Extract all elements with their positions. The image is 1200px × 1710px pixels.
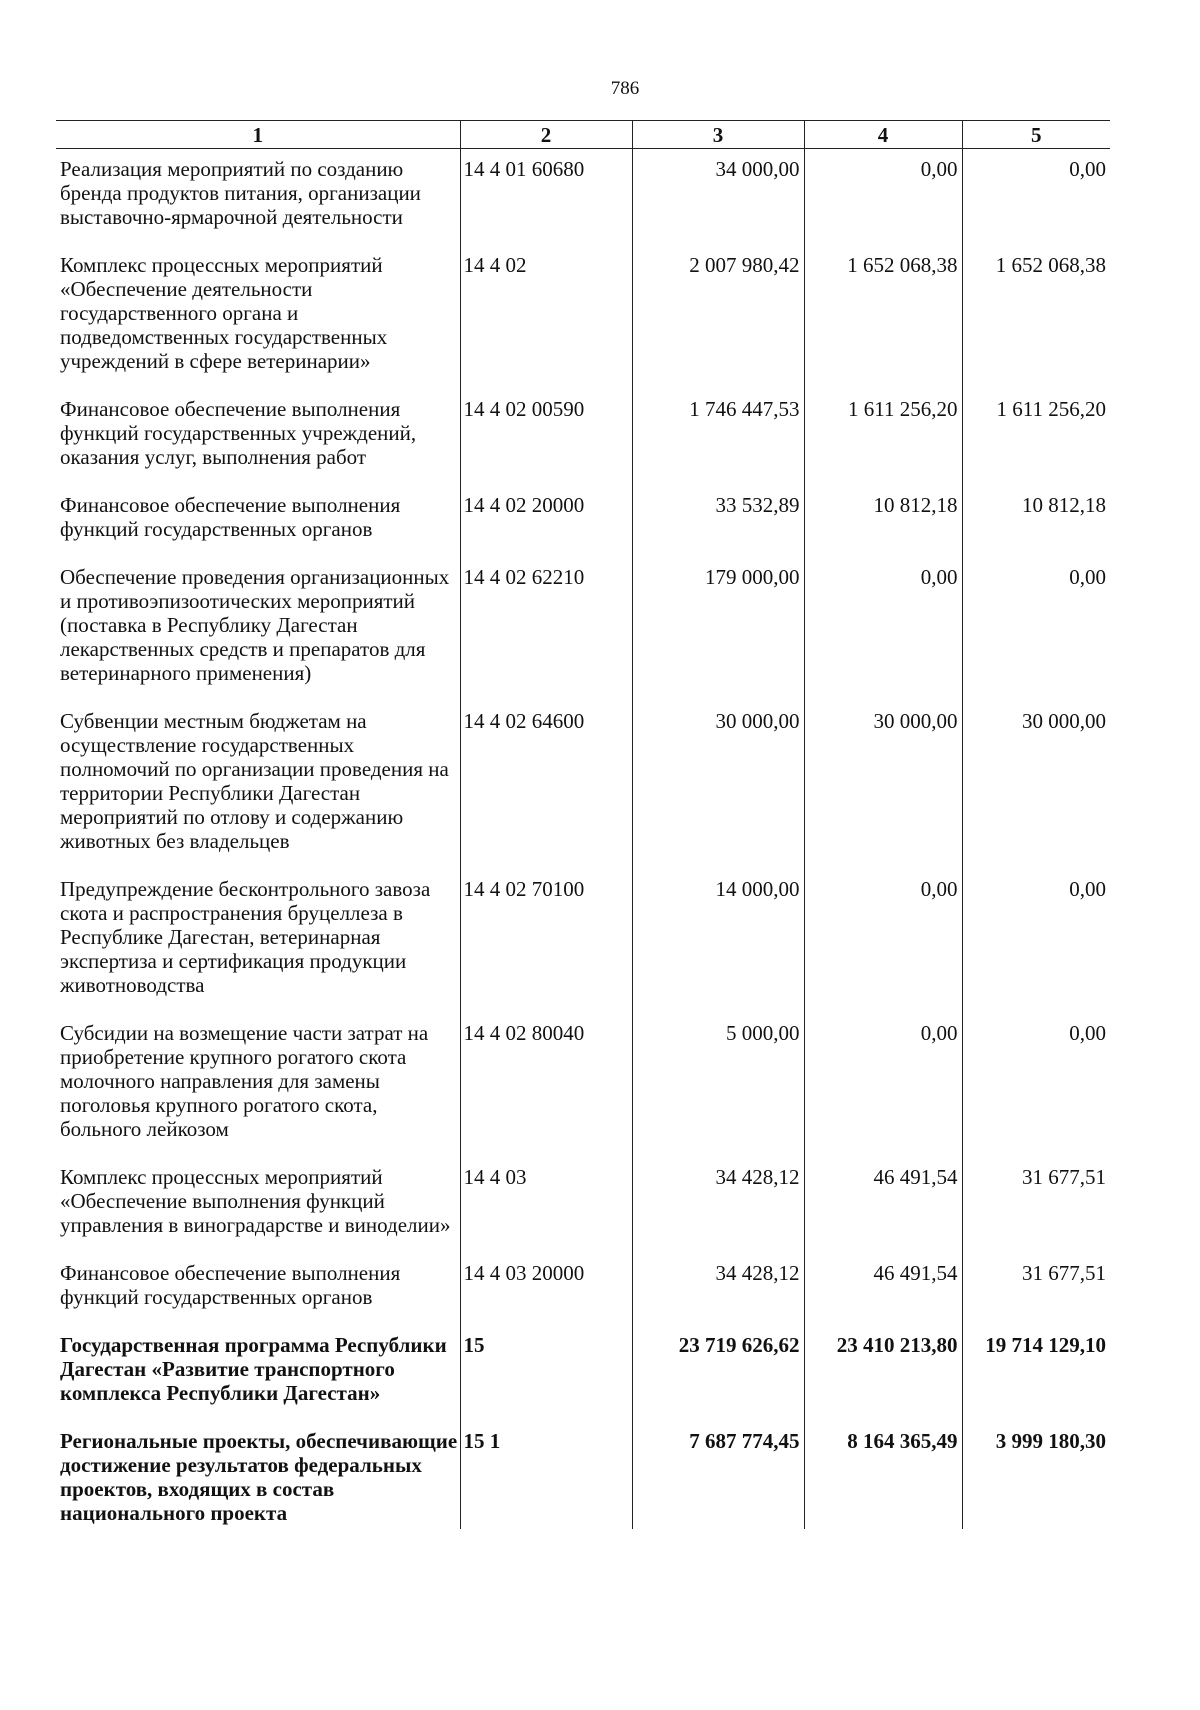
- row-code: 14 4 02 00590: [460, 389, 632, 485]
- row-value-col3: 34 428,12: [632, 1253, 804, 1325]
- row-code: 14 4 02 80040: [460, 1013, 632, 1157]
- row-value-col4: 1 611 256,20: [804, 389, 962, 485]
- row-value-col5: 1 652 068,38: [995, 253, 1106, 277]
- table-row: [56, 869, 1110, 1013]
- row-value-col3: 14 000,00: [632, 869, 804, 1013]
- row-code: 15 1: [460, 1421, 632, 1529]
- row-code: 15: [460, 1325, 632, 1421]
- table-row: [56, 1013, 1110, 1157]
- table-body: [56, 149, 1110, 1530]
- row-value-col5: 0,00: [1069, 1021, 1106, 1045]
- row-value-col4: 0,00: [804, 557, 962, 701]
- row-value-col4: 0,00: [804, 1013, 962, 1157]
- header-col-3: 3: [632, 121, 804, 149]
- row-value-col4: 8 164 365,49: [804, 1421, 962, 1529]
- row-name: Комплекс процессных мероприятий «Обеспечение деятельности государственного органа и подведомственных государственных учреждений в сфере ветеринарии»: [56, 245, 460, 389]
- table-row: [56, 701, 1110, 869]
- row-value-col4: 23 410 213,80: [804, 1325, 962, 1421]
- row-name: Субсидии на возмещение части затрат на приобретение крупного рогатого скота молочного направления для замены поголовья крупного рогатого скота, больного лейкозом: [56, 1013, 460, 1157]
- row-value-col5: 0,00: [1069, 565, 1106, 589]
- row-value-col5: 0,00: [1069, 877, 1106, 901]
- table-row: [56, 149, 1110, 246]
- row-value-col3: 30 000,00: [632, 701, 804, 869]
- row-value-col5: 19 714 129,10: [985, 1333, 1106, 1357]
- header-col-4: 4: [804, 121, 962, 149]
- row-code: 14 4 03 20000: [460, 1253, 632, 1325]
- table-row-regional-projects: [56, 1421, 1110, 1529]
- table-row: [56, 1157, 1110, 1253]
- row-name: Обеспечение проведения организационных и противоэпизоотических мероприятий (поставка в Республику Дагестан лекарственных средств и препаратов для ветеринарного применения): [56, 557, 460, 701]
- row-value-col3: 7 687 774,45: [632, 1421, 804, 1529]
- table-row: [56, 1253, 1110, 1325]
- row-value-col5: 3 999 180,30: [995, 1429, 1106, 1453]
- row-name: Финансовое обеспечение выполнения функций государственных учреждений, оказания услуг, выполнения работ: [56, 389, 460, 485]
- row-value-col4: 30 000,00: [804, 701, 962, 869]
- row-name: Комплекс процессных мероприятий «Обеспечение выполнения функций управления в виноградарстве и виноделии»: [56, 1157, 460, 1253]
- table-header: [56, 121, 1110, 149]
- row-code: 14 4 02 64600: [460, 701, 632, 869]
- row-value-col5: 31 677,51: [1022, 1261, 1106, 1285]
- page-number: 786: [610, 78, 640, 99]
- row-value-col4: 1 652 068,38: [804, 245, 962, 389]
- header-col-1: 1: [56, 121, 460, 149]
- table-row: [56, 557, 1110, 701]
- row-value-col3: 179 000,00: [632, 557, 804, 701]
- row-value-col3: 34 428,12: [632, 1157, 804, 1253]
- table-row: [56, 485, 1110, 557]
- table-row: [56, 389, 1110, 485]
- header-col-5: 5: [1031, 122, 1042, 147]
- row-value-col3: 33 532,89: [632, 485, 804, 557]
- row-code: 14 4 02: [460, 245, 632, 389]
- row-value-col3: 1 746 447,53: [632, 389, 804, 485]
- row-name: Реализация мероприятий по созданию бренда продуктов питания, организации выставочно-ярмарочной деятельности: [56, 149, 460, 246]
- row-value-col5: 0,00: [1069, 157, 1106, 181]
- row-value-col4: 0,00: [804, 869, 962, 1013]
- row-value-col5: 30 000,00: [1022, 709, 1106, 733]
- row-value-col4: 10 812,18: [804, 485, 962, 557]
- row-code: 14 4 02 62210: [460, 557, 632, 701]
- table-row-program: [56, 1325, 1110, 1421]
- row-value-col4: 46 491,54: [804, 1253, 962, 1325]
- row-name: Субвенции местным бюджетам на осуществление государственных полномочий по организации проведения на территории Республики Дагестан мероприятий по отлову и содержанию животных без владельцев: [56, 701, 460, 869]
- row-name: Региональные проекты, обеспечивающие достижение результатов федеральных проектов, входящих в состав национального проекта: [56, 1421, 460, 1529]
- budget-table: [56, 120, 1110, 1529]
- header-col-2: 2: [460, 121, 632, 149]
- row-code: 14 4 02 20000: [460, 485, 632, 557]
- table-row: [56, 245, 1110, 389]
- row-value-col3: 34 000,00: [632, 149, 804, 246]
- row-name: Предупреждение бесконтрольного завоза скота и распространения бруцеллеза в Республике Дагестан, ветеринарная экспертиза и сертификация продукции животноводства: [56, 869, 460, 1013]
- row-name: Финансовое обеспечение выполнения функций государственных органов: [56, 485, 460, 557]
- row-value-col5: 31 677,51: [1022, 1165, 1106, 1189]
- row-value-col5: 10 812,18: [1022, 493, 1106, 517]
- header-row: [56, 121, 1110, 149]
- row-value-col4: 46 491,54: [804, 1157, 962, 1253]
- row-value-col3: 2 007 980,42: [632, 245, 804, 389]
- row-name: Государственная программа Республики Дагестан «Развитие транспортного комплекса Республики Дагестан»: [56, 1325, 460, 1421]
- row-value-col4: 0,00: [804, 149, 962, 246]
- row-name: Финансовое обеспечение выполнения функций государственных органов: [56, 1253, 460, 1325]
- row-code: 14 4 02 70100: [460, 869, 632, 1013]
- row-value-col3: 5 000,00: [632, 1013, 804, 1157]
- row-code: 14 4 03: [460, 1157, 632, 1253]
- row-value-col5: 1 611 256,20: [996, 397, 1106, 421]
- row-code: 14 4 01 60680: [460, 149, 632, 246]
- row-value-col3: 23 719 626,62: [632, 1325, 804, 1421]
